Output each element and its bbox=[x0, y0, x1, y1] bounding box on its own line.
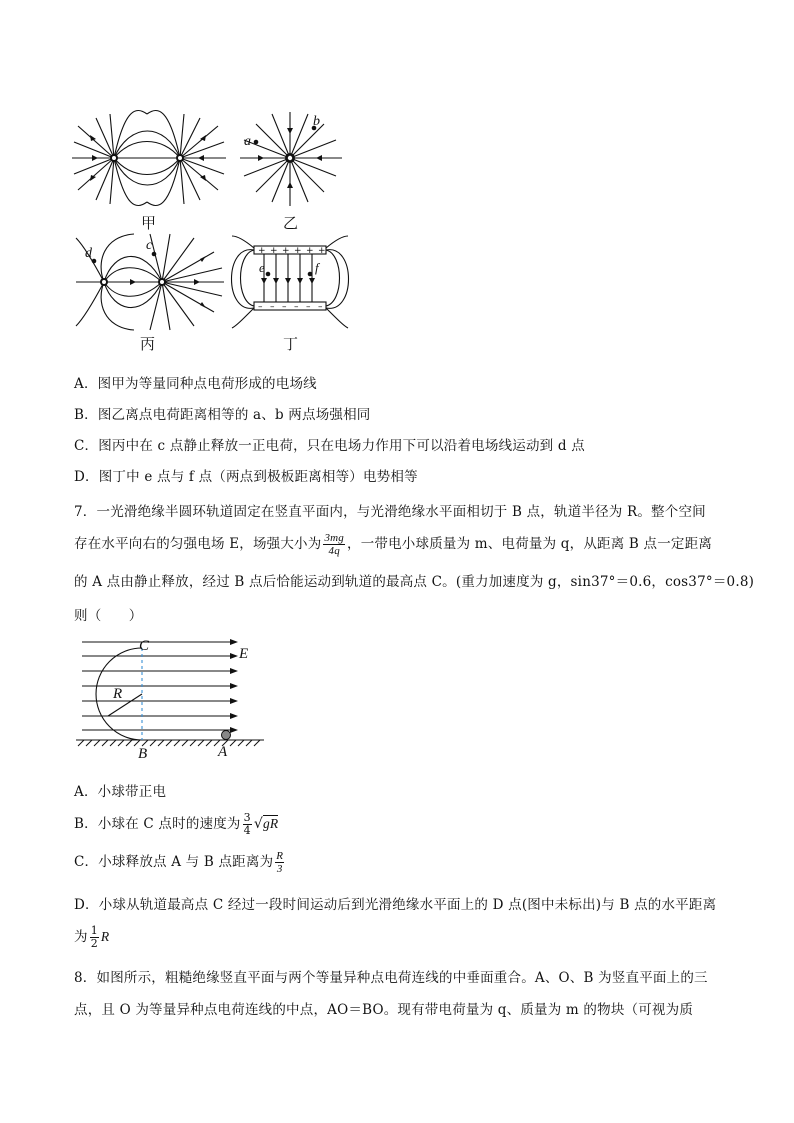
figure-ding-label: 丁 bbox=[283, 335, 299, 353]
q7-radius-label: R bbox=[113, 686, 123, 702]
q6-option-b: B．图乙离点电荷距离相等的 a、b 两点场强相同 bbox=[74, 407, 371, 423]
q7-option-b: B．小球在 C 点时的速度为 $\frac{3}{4}$ √gR bbox=[74, 811, 279, 837]
q7-stem-line2: 存在水平向右的匀强电场 E，场强大小为 $\frac{3mg}{4q}$ ，一带电小球质量为 m、电荷量为 q，从距离 B 点一定距离 bbox=[74, 532, 713, 557]
svg-text:–: – bbox=[282, 302, 287, 312]
svg-text:–: – bbox=[294, 302, 299, 312]
svg-text:+: + bbox=[318, 246, 326, 256]
field-strength-fraction: $\frac{3mg}{4q}$ bbox=[324, 532, 344, 557]
point-e-label: e bbox=[259, 260, 265, 275]
figure-jia-label: 甲 bbox=[141, 214, 157, 232]
q8-stem-line2: 点，且 O 为等量异种点电荷连线的中点，AO＝BO。现有带电荷量为 q、质量为 m 的物块（可视为质 bbox=[74, 1002, 694, 1018]
svg-text:–: – bbox=[306, 302, 311, 312]
q7-option-d-line2: 为 $\frac{1}{2}$ R bbox=[74, 924, 110, 950]
svg-text:+: + bbox=[306, 246, 314, 256]
q6-option-d: D．图丁中 e 点与 f 点（两点到极板距离相等）电势相等 bbox=[74, 469, 418, 485]
figure-yi-field-lines bbox=[238, 110, 344, 210]
point-d-label: d bbox=[85, 246, 92, 261]
point-b-label: b bbox=[313, 114, 320, 129]
q7-stem-line3: 的 A 点由静止释放，经过 B 点后恰能运动到轨道的最高点 C。(重力加速度为 g，sin37°＝0.6，cos37°＝0.8) bbox=[74, 574, 755, 590]
q8-stem-line1: 8．如图所示，粗糙绝缘竖直平面与两个等量异种点电荷连线的中垂面重合。A、O、B 为竖直平面上的三 bbox=[74, 970, 708, 986]
svg-text:–: – bbox=[318, 302, 323, 312]
svg-text:+: + bbox=[258, 246, 266, 256]
figure-ding-capacitor bbox=[232, 234, 348, 330]
q7-field-e-label: E bbox=[239, 646, 249, 662]
svg-text:+: + bbox=[294, 246, 302, 256]
q7-stem-line4: 则（ ） bbox=[74, 608, 143, 624]
q7-stem-line1: 7．一光滑绝缘半圆环轨道固定在竖直平面内，与光滑绝缘水平面相切于 B 点，轨道半径为 R。整个空间 bbox=[74, 504, 706, 520]
q7-figure-track-field bbox=[74, 634, 266, 764]
q6-option-a: A．图甲为等量同种点电荷形成的电场线 bbox=[74, 376, 317, 392]
q7-point-b-label: B bbox=[138, 746, 148, 762]
q7-point-c-label: C bbox=[139, 638, 150, 654]
svg-text:–: – bbox=[270, 302, 275, 312]
point-c-label: c bbox=[146, 238, 153, 253]
figure-jia-field-lines bbox=[70, 112, 230, 208]
q7-option-a: A．小球带正电 bbox=[74, 784, 167, 800]
svg-text:–: – bbox=[258, 302, 263, 312]
point-f-label: f bbox=[315, 260, 319, 275]
svg-text:+: + bbox=[270, 246, 278, 256]
figure-bing-label: 丙 bbox=[140, 335, 156, 353]
point-a-label: a bbox=[244, 134, 251, 149]
q7-point-a-label: A bbox=[218, 744, 228, 760]
q7-option-c: C．小球释放点 A 与 B 点距离为 $\frac{R}{3}$ bbox=[74, 850, 284, 875]
svg-text:+: + bbox=[282, 246, 290, 256]
q7-option-d-line1: D．小球从轨道最高点 C 经过一段时间运动后到光滑绝缘水平面上的 D 点(图中未标出)与 B 点的水平距离 bbox=[74, 897, 717, 913]
q6-option-c: C．图丙中在 c 点静止释放一正电荷，只在电场力作用下可以沿着电场线运动到 d 点 bbox=[74, 438, 585, 454]
figure-yi-label: 乙 bbox=[283, 214, 299, 232]
